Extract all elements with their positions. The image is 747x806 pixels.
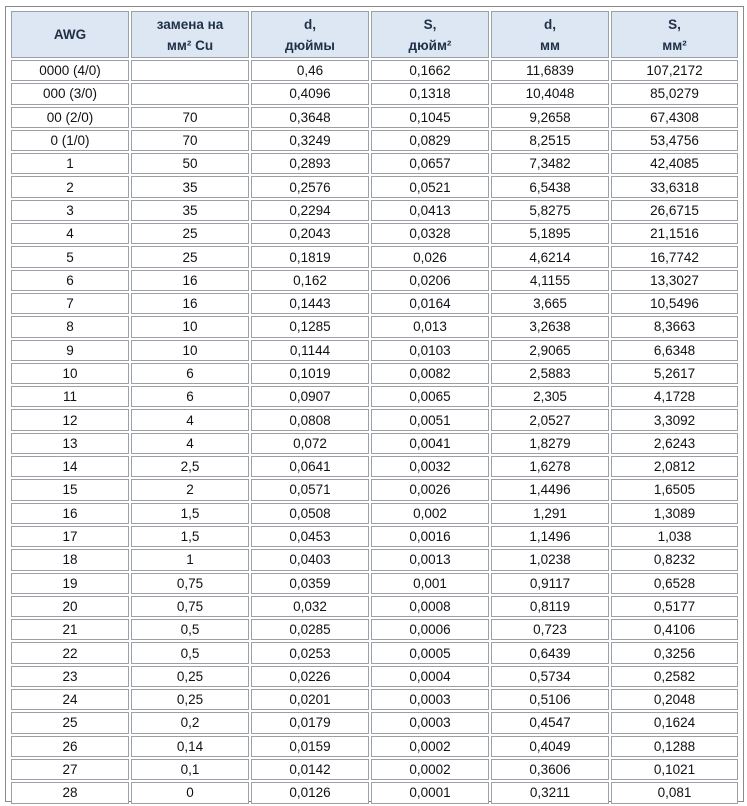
table-row bbox=[11, 176, 738, 197]
table-row bbox=[11, 619, 738, 640]
cell-cu-replacement: 10 bbox=[131, 340, 249, 361]
cell-diameter-mm: 0,8119 bbox=[491, 596, 609, 617]
cell-diameter-mm: 3,2638 bbox=[491, 316, 609, 337]
cell-area-sq-mm: 0,5177 bbox=[611, 596, 738, 617]
cell-diameter-mm: 0,6439 bbox=[491, 642, 609, 663]
table-header bbox=[11, 11, 738, 58]
cell-diameter-mm: 10,4048 bbox=[491, 83, 609, 104]
table-row bbox=[11, 363, 738, 384]
cell-diameter-inches: 0,2043 bbox=[251, 223, 369, 244]
cell-diameter-mm: 0,9117 bbox=[491, 573, 609, 594]
cell-area-sq-inches: 0,0041 bbox=[371, 433, 489, 454]
cell-cu-replacement: 0,25 bbox=[131, 666, 249, 687]
cell-awg: 000 (3/0) bbox=[11, 83, 129, 104]
cell-awg: 22 bbox=[11, 642, 129, 663]
table-row bbox=[11, 200, 738, 221]
cell-diameter-mm: 11,6839 bbox=[491, 60, 609, 81]
cell-cu-replacement: 25 bbox=[131, 223, 249, 244]
cell-area-sq-inches: 0,0001 bbox=[371, 782, 489, 803]
cell-cu-replacement: 16 bbox=[131, 270, 249, 291]
table-row bbox=[11, 270, 738, 291]
header-area-sq-mm bbox=[611, 11, 738, 58]
cell-diameter-mm: 3,665 bbox=[491, 293, 609, 314]
cell-area-sq-inches: 0,0008 bbox=[371, 596, 489, 617]
cell-awg: 8 bbox=[11, 316, 129, 337]
cell-area-sq-inches: 0,026 bbox=[371, 246, 489, 267]
cell-area-sq-inches: 0,0002 bbox=[371, 736, 489, 757]
table-row bbox=[11, 479, 738, 500]
cell-area-sq-inches: 0,0829 bbox=[371, 130, 489, 151]
cell-awg: 10 bbox=[11, 363, 129, 384]
table-row bbox=[11, 503, 738, 524]
cell-area-sq-mm: 33,6318 bbox=[611, 176, 738, 197]
cell-cu-replacement: 0,25 bbox=[131, 689, 249, 710]
cell-diameter-inches: 0,2576 bbox=[251, 176, 369, 197]
cell-area-sq-mm: 1,038 bbox=[611, 526, 738, 547]
cell-awg: 15 bbox=[11, 479, 129, 500]
cell-cu-replacement bbox=[131, 60, 249, 81]
cell-cu-replacement: 6 bbox=[131, 386, 249, 407]
cell-cu-replacement: 6 bbox=[131, 363, 249, 384]
header-line-2: дюймы bbox=[285, 37, 335, 53]
header-diameter-mm bbox=[491, 11, 609, 58]
cell-diameter-inches: 0,0508 bbox=[251, 503, 369, 524]
cell-area-sq-mm: 21,1516 bbox=[611, 223, 738, 244]
cell-area-sq-inches: 0,0016 bbox=[371, 526, 489, 547]
cell-cu-replacement: 70 bbox=[131, 130, 249, 151]
cell-diameter-mm: 2,0527 bbox=[491, 409, 609, 430]
cell-diameter-inches: 0,46 bbox=[251, 60, 369, 81]
table-row bbox=[11, 246, 738, 267]
cell-area-sq-inches: 0,0413 bbox=[371, 200, 489, 221]
cell-area-sq-inches: 0,1318 bbox=[371, 83, 489, 104]
cell-diameter-mm: 0,4049 bbox=[491, 736, 609, 757]
cell-area-sq-inches: 0,0521 bbox=[371, 176, 489, 197]
cell-diameter-inches: 0,2294 bbox=[251, 200, 369, 221]
cell-diameter-mm: 1,291 bbox=[491, 503, 609, 524]
header-line-1: d, bbox=[304, 16, 316, 32]
header-line-1: замена на bbox=[156, 16, 224, 32]
cell-diameter-inches: 0,4096 bbox=[251, 83, 369, 104]
cell-diameter-inches: 0,0403 bbox=[251, 549, 369, 570]
cell-cu-replacement: 1,5 bbox=[131, 526, 249, 547]
cell-cu-replacement: 1,5 bbox=[131, 503, 249, 524]
cell-awg: 23 bbox=[11, 666, 129, 687]
cell-diameter-inches: 0,032 bbox=[251, 596, 369, 617]
cell-cu-replacement: 0,75 bbox=[131, 573, 249, 594]
table-body bbox=[11, 60, 738, 804]
cell-area-sq-inches: 0,001 bbox=[371, 573, 489, 594]
table-row bbox=[11, 60, 738, 81]
cell-cu-replacement: 4 bbox=[131, 409, 249, 430]
cell-cu-replacement: 0,5 bbox=[131, 642, 249, 663]
cell-cu-replacement: 0 bbox=[131, 782, 249, 803]
cell-diameter-inches: 0,1443 bbox=[251, 293, 369, 314]
cell-cu-replacement: 25 bbox=[131, 246, 249, 267]
cell-awg: 5 bbox=[11, 246, 129, 267]
cell-diameter-mm: 1,0238 bbox=[491, 549, 609, 570]
cell-area-sq-mm: 0,081 bbox=[611, 782, 738, 803]
cell-awg: 1 bbox=[11, 153, 129, 174]
cell-area-sq-mm: 85,0279 bbox=[611, 83, 738, 104]
cell-area-sq-inches: 0,0004 bbox=[371, 666, 489, 687]
cell-area-sq-mm: 4,1728 bbox=[611, 386, 738, 407]
cell-diameter-inches: 0,0159 bbox=[251, 736, 369, 757]
cell-diameter-inches: 0,0142 bbox=[251, 759, 369, 780]
cell-cu-replacement: 50 bbox=[131, 153, 249, 174]
cell-diameter-mm: 2,5883 bbox=[491, 363, 609, 384]
cell-diameter-inches: 0,0179 bbox=[251, 712, 369, 733]
cell-awg: 27 bbox=[11, 759, 129, 780]
cell-awg: 6 bbox=[11, 270, 129, 291]
cell-cu-replacement: 1 bbox=[131, 549, 249, 570]
cell-awg: 17 bbox=[11, 526, 129, 547]
cell-area-sq-mm: 42,4085 bbox=[611, 153, 738, 174]
cell-area-sq-inches: 0,0206 bbox=[371, 270, 489, 291]
cell-area-sq-mm: 5,2617 bbox=[611, 363, 738, 384]
cell-diameter-inches: 0,0126 bbox=[251, 782, 369, 803]
cell-area-sq-mm: 0,2048 bbox=[611, 689, 738, 710]
table-row bbox=[11, 526, 738, 547]
cell-area-sq-inches: 0,1662 bbox=[371, 60, 489, 81]
table-row bbox=[11, 689, 738, 710]
header-line-1: S, bbox=[668, 16, 681, 32]
cell-diameter-inches: 0,0641 bbox=[251, 456, 369, 477]
cell-awg: 0000 (4/0) bbox=[11, 60, 129, 81]
cell-diameter-mm: 9,2658 bbox=[491, 107, 609, 128]
cell-diameter-inches: 0,0808 bbox=[251, 409, 369, 430]
cell-diameter-mm: 5,8275 bbox=[491, 200, 609, 221]
header-line-2: мм bbox=[540, 37, 560, 53]
cell-area-sq-mm: 16,7742 bbox=[611, 246, 738, 267]
cell-cu-replacement: 35 bbox=[131, 200, 249, 221]
cell-diameter-mm: 0,5734 bbox=[491, 666, 609, 687]
cell-area-sq-mm: 67,4308 bbox=[611, 107, 738, 128]
header-line-2: дюйм² bbox=[408, 37, 452, 53]
cell-area-sq-mm: 0,1624 bbox=[611, 712, 738, 733]
cell-awg: 3 bbox=[11, 200, 129, 221]
cell-area-sq-mm: 53,4756 bbox=[611, 130, 738, 151]
cell-area-sq-mm: 13,3027 bbox=[611, 270, 738, 291]
cell-awg: 20 bbox=[11, 596, 129, 617]
header-diameter-inches bbox=[251, 11, 369, 58]
cell-awg: 11 bbox=[11, 386, 129, 407]
table-row bbox=[11, 223, 738, 244]
cell-area-sq-mm: 1,3089 bbox=[611, 503, 738, 524]
cell-area-sq-inches: 0,0065 bbox=[371, 386, 489, 407]
header-line-1: AWG bbox=[53, 27, 87, 42]
table-row bbox=[11, 712, 738, 733]
cell-area-sq-mm: 0,1288 bbox=[611, 736, 738, 757]
cell-diameter-inches: 0,0571 bbox=[251, 479, 369, 500]
header-awg bbox=[11, 11, 129, 58]
cell-area-sq-mm: 10,5496 bbox=[611, 293, 738, 314]
cell-diameter-mm: 1,6278 bbox=[491, 456, 609, 477]
header-line-1: S, bbox=[423, 16, 437, 32]
table-row bbox=[11, 549, 738, 570]
cell-diameter-mm: 2,9065 bbox=[491, 340, 609, 361]
cell-diameter-mm: 4,1155 bbox=[491, 270, 609, 291]
cell-area-sq-inches: 0,002 bbox=[371, 503, 489, 524]
table-row bbox=[11, 433, 738, 454]
cell-diameter-mm: 0,3211 bbox=[491, 782, 609, 803]
cell-area-sq-mm: 1,6505 bbox=[611, 479, 738, 500]
cell-area-sq-mm: 2,0812 bbox=[611, 456, 738, 477]
cell-area-sq-mm: 6,6348 bbox=[611, 340, 738, 361]
cell-diameter-mm: 2,305 bbox=[491, 386, 609, 407]
table-row bbox=[11, 386, 738, 407]
cell-area-sq-inches: 0,0051 bbox=[371, 409, 489, 430]
header-line-2: мм² bbox=[662, 37, 687, 53]
cell-diameter-mm: 0,3606 bbox=[491, 759, 609, 780]
cell-cu-replacement: 2 bbox=[131, 479, 249, 500]
table-row bbox=[11, 642, 738, 663]
cell-awg: 12 bbox=[11, 409, 129, 430]
cell-area-sq-inches: 0,0013 bbox=[371, 549, 489, 570]
cell-diameter-inches: 0,1144 bbox=[251, 340, 369, 361]
cell-diameter-mm: 0,5106 bbox=[491, 689, 609, 710]
cell-area-sq-inches: 0,0164 bbox=[371, 293, 489, 314]
table-row bbox=[11, 316, 738, 337]
header-area-sq-inches bbox=[371, 11, 489, 58]
cell-awg: 28 bbox=[11, 782, 129, 803]
cell-area-sq-mm: 0,3256 bbox=[611, 642, 738, 663]
cell-area-sq-inches: 0,0328 bbox=[371, 223, 489, 244]
cell-awg: 2 bbox=[11, 176, 129, 197]
cell-cu-replacement: 0,2 bbox=[131, 712, 249, 733]
cell-cu-replacement: 0,14 bbox=[131, 736, 249, 757]
cell-area-sq-mm: 0,6528 bbox=[611, 573, 738, 594]
cell-diameter-inches: 0,0285 bbox=[251, 619, 369, 640]
table-row bbox=[11, 759, 738, 780]
cell-diameter-mm: 6,5438 bbox=[491, 176, 609, 197]
cell-area-sq-inches: 0,0002 bbox=[371, 759, 489, 780]
cell-awg: 16 bbox=[11, 503, 129, 524]
cell-area-sq-mm: 2,6243 bbox=[611, 433, 738, 454]
table-row bbox=[11, 782, 738, 803]
cell-area-sq-inches: 0,0026 bbox=[371, 479, 489, 500]
cell-cu-replacement: 4 bbox=[131, 433, 249, 454]
cell-diameter-mm: 1,8279 bbox=[491, 433, 609, 454]
cell-area-sq-mm: 0,1021 bbox=[611, 759, 738, 780]
cell-cu-replacement bbox=[131, 83, 249, 104]
cell-area-sq-inches: 0,0082 bbox=[371, 363, 489, 384]
cell-cu-replacement: 0,1 bbox=[131, 759, 249, 780]
cell-awg: 24 bbox=[11, 689, 129, 710]
cell-cu-replacement: 0,5 bbox=[131, 619, 249, 640]
cell-awg: 25 bbox=[11, 712, 129, 733]
table-row bbox=[11, 736, 738, 757]
cell-diameter-inches: 0,1285 bbox=[251, 316, 369, 337]
cell-cu-replacement: 2,5 bbox=[131, 456, 249, 477]
cell-diameter-mm: 0,4547 bbox=[491, 712, 609, 733]
cell-area-sq-inches: 0,0103 bbox=[371, 340, 489, 361]
cell-diameter-mm: 0,723 bbox=[491, 619, 609, 640]
cell-awg: 21 bbox=[11, 619, 129, 640]
cell-diameter-inches: 0,0226 bbox=[251, 666, 369, 687]
cell-area-sq-inches: 0,0005 bbox=[371, 642, 489, 663]
cell-diameter-mm: 5,1895 bbox=[491, 223, 609, 244]
awg-conversion-table bbox=[9, 9, 740, 806]
table-row bbox=[11, 130, 738, 151]
cell-diameter-inches: 0,0907 bbox=[251, 386, 369, 407]
cell-awg: 0 (1/0) bbox=[11, 130, 129, 151]
cell-awg: 13 bbox=[11, 433, 129, 454]
table-row bbox=[11, 596, 738, 617]
cell-area-sq-mm: 0,2582 bbox=[611, 666, 738, 687]
table-row bbox=[11, 456, 738, 477]
cell-area-sq-mm: 3,3092 bbox=[611, 409, 738, 430]
table-row bbox=[11, 573, 738, 594]
cell-cu-replacement: 70 bbox=[131, 107, 249, 128]
cell-area-sq-mm: 107,2172 bbox=[611, 60, 738, 81]
cell-area-sq-mm: 0,8232 bbox=[611, 549, 738, 570]
cell-diameter-inches: 0,0453 bbox=[251, 526, 369, 547]
cell-diameter-inches: 0,2893 bbox=[251, 153, 369, 174]
cell-diameter-inches: 0,3648 bbox=[251, 107, 369, 128]
cell-area-sq-mm: 0,4106 bbox=[611, 619, 738, 640]
cell-area-sq-inches: 0,0032 bbox=[371, 456, 489, 477]
cell-awg: 4 bbox=[11, 223, 129, 244]
cell-area-sq-mm: 8,3663 bbox=[611, 316, 738, 337]
cell-cu-replacement: 16 bbox=[131, 293, 249, 314]
cell-diameter-inches: 0,0359 bbox=[251, 573, 369, 594]
cell-diameter-mm: 7,3482 bbox=[491, 153, 609, 174]
cell-diameter-inches: 0,0253 bbox=[251, 642, 369, 663]
table-row bbox=[11, 409, 738, 430]
cell-diameter-mm: 8,2515 bbox=[491, 130, 609, 151]
cell-area-sq-inches: 0,0003 bbox=[371, 712, 489, 733]
header-row bbox=[11, 11, 738, 58]
cell-awg: 19 bbox=[11, 573, 129, 594]
table-row bbox=[11, 107, 738, 128]
cell-diameter-inches: 0,3249 bbox=[251, 130, 369, 151]
cell-area-sq-inches: 0,013 bbox=[371, 316, 489, 337]
table-row bbox=[11, 83, 738, 104]
cell-awg: 00 (2/0) bbox=[11, 107, 129, 128]
cell-area-sq-inches: 0,0006 bbox=[371, 619, 489, 640]
table-row bbox=[11, 153, 738, 174]
table-row bbox=[11, 293, 738, 314]
cell-diameter-mm: 1,4496 bbox=[491, 479, 609, 500]
cell-diameter-inches: 0,0201 bbox=[251, 689, 369, 710]
header-cu-replacement bbox=[131, 11, 249, 58]
cell-area-sq-mm: 26,6715 bbox=[611, 200, 738, 221]
header-line-1: d, bbox=[544, 16, 556, 32]
header-line-2: мм² Cu bbox=[166, 37, 214, 53]
cell-diameter-mm: 4,6214 bbox=[491, 246, 609, 267]
cell-area-sq-inches: 0,0657 bbox=[371, 153, 489, 174]
cell-diameter-inches: 0,162 bbox=[251, 270, 369, 291]
cell-diameter-inches: 0,1019 bbox=[251, 363, 369, 384]
cell-awg: 7 bbox=[11, 293, 129, 314]
awg-table-frame bbox=[5, 6, 744, 802]
cell-awg: 26 bbox=[11, 736, 129, 757]
cell-diameter-inches: 0,072 bbox=[251, 433, 369, 454]
table-row bbox=[11, 340, 738, 361]
table-row bbox=[11, 666, 738, 687]
cell-awg: 14 bbox=[11, 456, 129, 477]
cell-diameter-mm: 1,1496 bbox=[491, 526, 609, 547]
cell-awg: 18 bbox=[11, 549, 129, 570]
cell-cu-replacement: 0,75 bbox=[131, 596, 249, 617]
cell-diameter-inches: 0,1819 bbox=[251, 246, 369, 267]
cell-area-sq-inches: 0,0003 bbox=[371, 689, 489, 710]
cell-area-sq-inches: 0,1045 bbox=[371, 107, 489, 128]
cell-cu-replacement: 35 bbox=[131, 176, 249, 197]
cell-cu-replacement: 10 bbox=[131, 316, 249, 337]
cell-awg: 9 bbox=[11, 340, 129, 361]
